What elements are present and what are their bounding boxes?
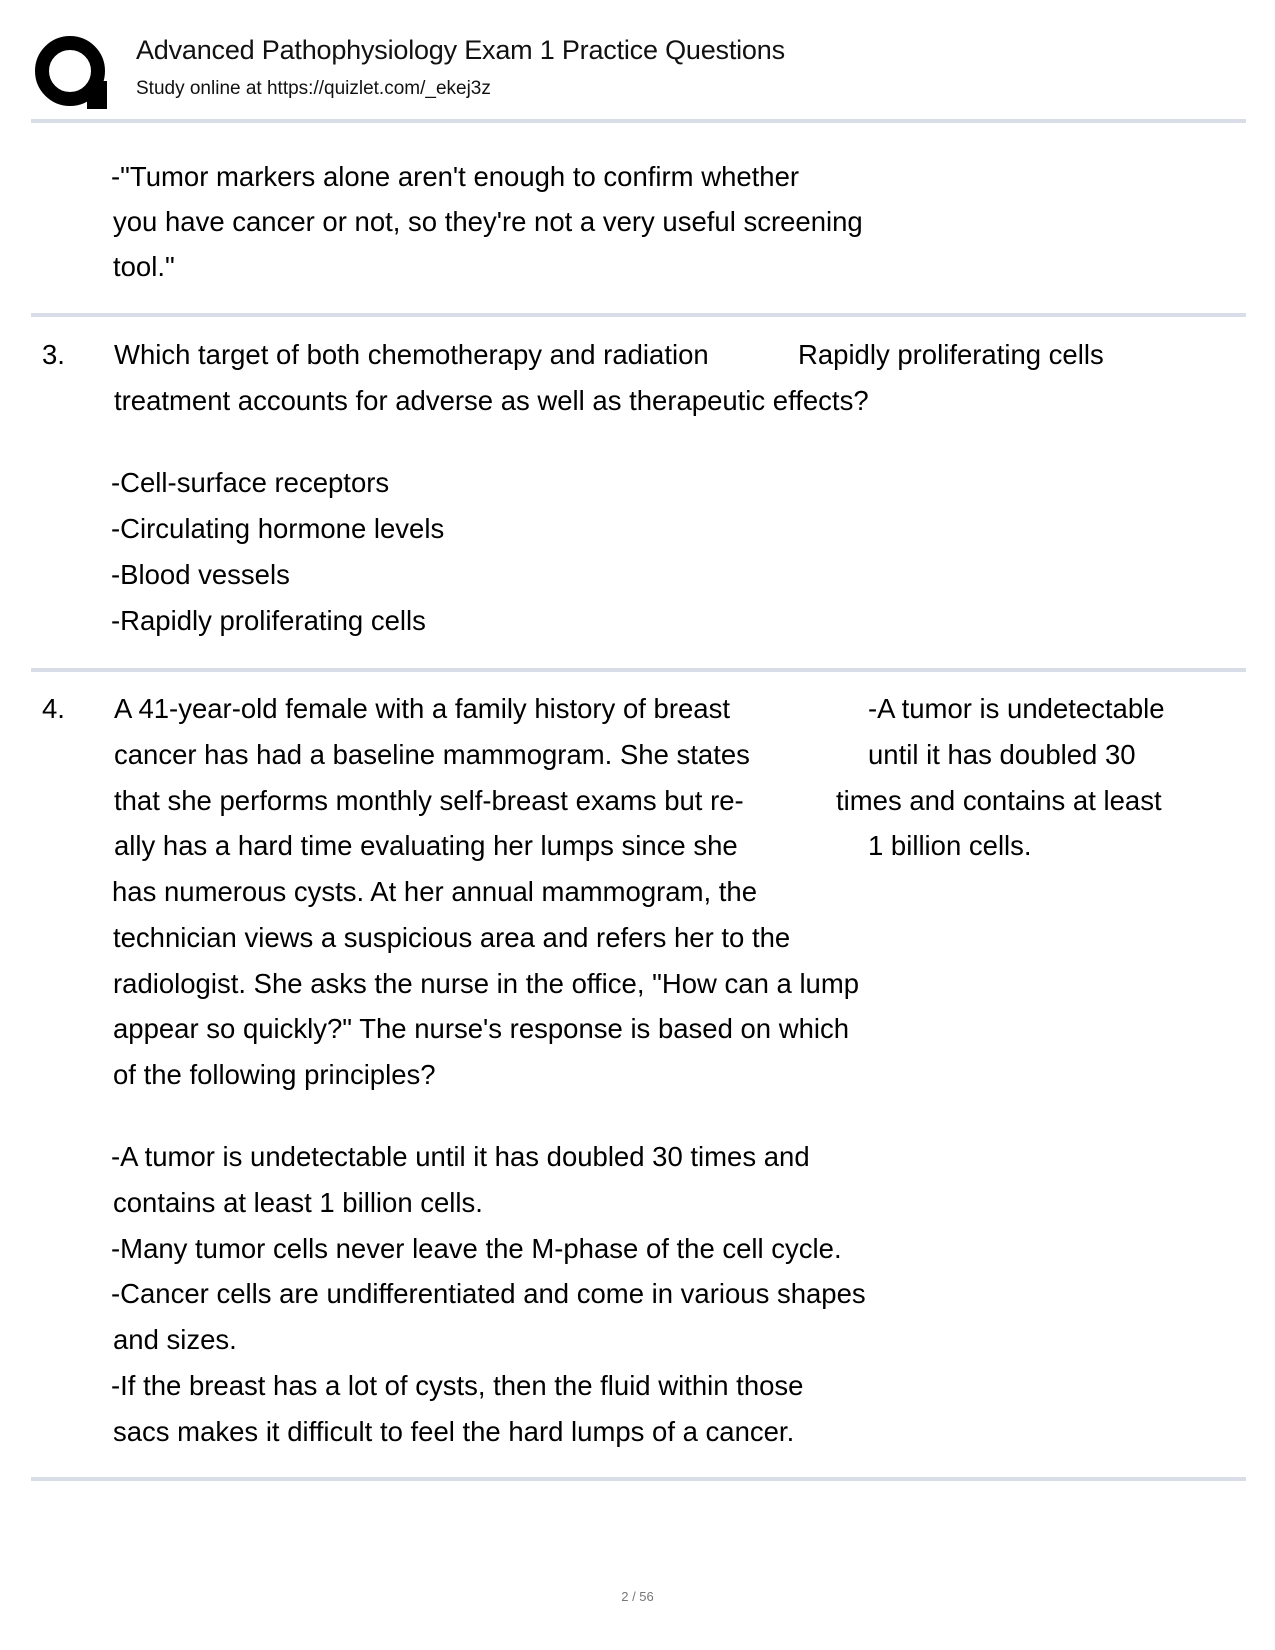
option-line: sacs makes it difficult to feel the hard lumps of a cancer.	[113, 1416, 795, 1447]
quizlet-q-logo-icon	[33, 33, 113, 113]
answer-line: 1 billion cells.	[868, 830, 1032, 861]
page-indicator: 2 / 56	[621, 1589, 654, 1604]
answer-line: until it has doubled 30	[868, 739, 1136, 770]
card-divider	[31, 1477, 1246, 1481]
question-line: has numerous cysts. At her annual mammogram, the	[112, 876, 758, 907]
card-divider	[31, 313, 1246, 317]
document-title: Advanced Pathophysiology Exam 1 Practice Questions	[136, 35, 785, 65]
question-line: ally has a hard time evaluating her lumps since she	[114, 830, 738, 861]
question-number: 3.	[42, 339, 65, 370]
answer-line: Rapidly proliferating cells	[798, 339, 1104, 370]
card-divider	[31, 668, 1246, 672]
option-line: -"Tumor markers alone aren't enough to confirm whether	[111, 161, 800, 192]
option-line: -If the breast has a lot of cysts, then the fluid within those	[111, 1370, 804, 1401]
option-line: you have cancer or not, so they're not a very useful screening	[113, 206, 863, 237]
header-divider	[31, 119, 1246, 123]
option-line: and sizes.	[113, 1324, 237, 1355]
question-line: technician views a suspicious area and refers her to the	[113, 922, 791, 953]
question-line: Which target of both chemotherapy and radiation	[114, 339, 709, 370]
option-line: -Many tumor cells never leave the M-phase of the cell cycle.	[111, 1233, 842, 1264]
question-line: treatment accounts for adverse as well as therapeutic effects?	[114, 385, 869, 416]
option-line: tool."	[113, 251, 175, 282]
question-line: appear so quickly?" The nurse's response is based on which	[113, 1013, 850, 1044]
question-line: cancer has had a baseline mammogram. She states	[114, 739, 750, 770]
question-line: that she performs monthly self-breast exams but re-	[114, 785, 744, 816]
option-line: contains at least 1 billion cells.	[113, 1187, 483, 1218]
question-number: 4.	[42, 693, 65, 724]
option-line: -Cancer cells are undifferentiated and come in various shapes	[111, 1278, 866, 1309]
question-line: of the following principles?	[113, 1059, 436, 1090]
question-line: A 41-year-old female with a family history of breast	[114, 693, 730, 724]
option-line: -Cell-surface receptors	[111, 467, 390, 498]
option-line: -Circulating hormone levels	[111, 513, 445, 544]
option-line: -Rapidly proliferating cells	[111, 605, 426, 636]
study-online-link[interactable]: Study online at https://quizlet.com/_ekej3z	[136, 78, 491, 99]
answer-line: -A tumor is undetectable	[868, 693, 1165, 724]
option-line: -Blood vessels	[111, 559, 290, 590]
question-line: radiologist. She asks the nurse in the office, "How can a lump	[113, 968, 860, 999]
answer-line: times and contains at least	[830, 784, 1162, 818]
option-line: -A tumor is undetectable until it has doubled 30 times and	[111, 1141, 810, 1172]
